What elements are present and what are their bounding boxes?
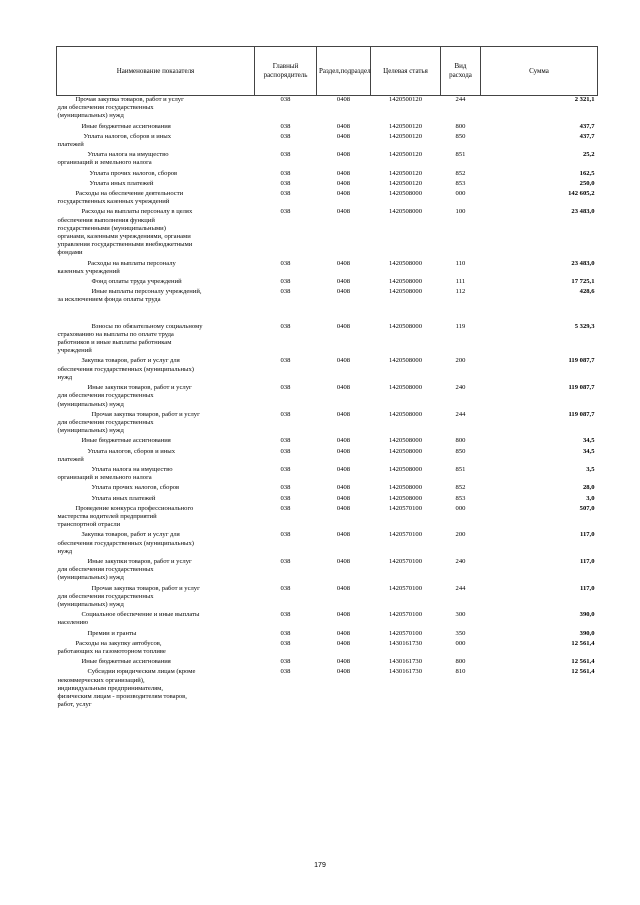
row-vid: 853 (455, 179, 466, 187)
row-statya: 1420508000 (389, 465, 422, 473)
row-glavny: 038 (280, 357, 291, 365)
row-razdel: 0408 (336, 658, 351, 666)
row-name: Расходы на обеспечение деятельности государственных казенных учреждений (57, 190, 184, 206)
row-name: Иные бюджетные ассигнования (81, 437, 171, 445)
table-row (57, 123, 598, 133)
row-razdel: 0408 (336, 584, 351, 592)
row-sum: 3,0 (586, 494, 595, 502)
row-statya: 1420508000 (389, 410, 422, 418)
row-vid: 000 (455, 190, 466, 198)
row-glavny: 038 (280, 557, 291, 565)
header-vid: Вид расхода (441, 47, 481, 96)
row-razdel: 0408 (336, 208, 351, 216)
row-glavny: 038 (280, 278, 291, 286)
row-sum: 119 087,7 (568, 357, 595, 365)
row-vid: 110 (455, 259, 466, 267)
table-row (57, 466, 598, 484)
table-row (57, 531, 598, 558)
table-row (57, 668, 598, 711)
row-razdel: 0408 (336, 410, 351, 418)
row-sum: 28,0 (582, 484, 595, 492)
table-row (57, 96, 598, 123)
row-razdel: 0408 (336, 668, 351, 676)
row-statya: 1420508000 (389, 384, 422, 392)
row-vid: 800 (455, 658, 466, 666)
budget-table (56, 46, 598, 711)
table-row (57, 278, 598, 288)
table-row (57, 640, 598, 658)
row-razdel: 0408 (336, 384, 351, 392)
row-sum: 119 087,7 (568, 384, 595, 392)
row-vid: 200 (455, 531, 466, 539)
table-header-row (57, 47, 598, 96)
row-sum: 34,5 (582, 437, 595, 445)
row-name: Проведение конкурса профессионального мастерства водителей предприятий транспортной отрасли (57, 504, 194, 529)
row-name: Иные бюджетные ассигнования (81, 658, 171, 666)
table-row (57, 437, 598, 447)
row-razdel: 0408 (336, 259, 351, 267)
row-statya: 1420500120 (389, 122, 422, 130)
row-razdel: 0408 (336, 557, 351, 565)
table-row (57, 611, 598, 629)
row-glavny: 038 (280, 531, 291, 539)
row-sum: 3,5 (586, 465, 595, 473)
row-sum: 437,7 (579, 132, 595, 140)
row-name: Субсидии юридическим лицам (кроме некоммерческих организаций), индивидуальным предпринимателям, физическим лицам - производителям товаров, работ, услуг (57, 668, 196, 709)
row-name: Прочая закупка товаров, работ и услуг для обеспечения государственных (муниципальных) нужд (57, 584, 200, 608)
row-sum: 12 561,4 (571, 668, 595, 676)
row-sum: 428,6 (579, 288, 595, 296)
row-glavny: 038 (280, 96, 291, 103)
row-sum: 34,5 (582, 447, 595, 455)
row-statya: 1430161730 (389, 639, 422, 647)
table-row (57, 484, 598, 494)
row-vid: 852 (455, 484, 466, 492)
row-statya: 1420508000 (389, 437, 422, 445)
row-name: Уплата налога на имущество организаций и земельного налога (57, 151, 169, 167)
row-sum: 2 321,1 (574, 96, 595, 103)
row-name: Расходы на выплаты персоналу казенных учреждений (57, 259, 176, 275)
row-sum: 390,0 (579, 629, 595, 637)
row-sum: 23 483,0 (571, 259, 595, 267)
row-vid: 000 (455, 504, 466, 512)
row-statya: 1420500120 (389, 179, 422, 187)
row-sum: 507,0 (579, 504, 595, 512)
row-name: Иные закупки товаров, работ и услуг для обеспечения государственных (муниципальных) нужд (57, 384, 192, 408)
row-statya: 1420508000 (389, 447, 422, 455)
row-glavny: 038 (280, 132, 291, 140)
row-glavny: 038 (280, 151, 291, 159)
row-vid: 000 (455, 639, 466, 647)
row-statya: 1420508000 (389, 259, 422, 267)
row-name: Иные выплаты персоналу учреждений, за исключением фонда оплаты труда (57, 288, 202, 304)
row-glavny: 038 (280, 384, 291, 392)
row-statya: 1420500120 (389, 151, 422, 159)
row-statya: 1420508000 (389, 357, 422, 365)
row-glavny: 038 (280, 447, 291, 455)
row-vid: 119 (455, 322, 466, 330)
row-glavny: 038 (280, 169, 291, 177)
row-vid: 850 (455, 447, 466, 455)
row-sum: 5 329,3 (574, 322, 595, 330)
row-glavny: 038 (280, 259, 291, 267)
row-sum: 162,5 (579, 169, 595, 177)
row-name: Уплата налогов, сборов и иных платежей (57, 447, 176, 463)
row-name: Уплата иных платежей (91, 494, 156, 502)
row-glavny: 038 (280, 208, 291, 216)
row-vid: 111 (455, 278, 466, 286)
header-name: Наименование показателя (57, 47, 255, 96)
row-glavny: 038 (280, 658, 291, 666)
row-vid: 244 (455, 584, 466, 592)
table-row (57, 190, 598, 208)
row-statya: 1420570100 (389, 584, 422, 592)
row-razdel: 0408 (336, 447, 351, 455)
row-sum: 119 087,7 (568, 410, 595, 418)
row-statya: 1420570100 (389, 531, 422, 539)
row-glavny: 038 (280, 484, 291, 492)
row-glavny: 038 (280, 410, 291, 418)
table-row (57, 133, 598, 151)
row-vid: 240 (455, 557, 466, 565)
row-name: Премии и гранты (87, 629, 137, 637)
table-row (57, 323, 598, 358)
row-statya: 1420508000 (389, 484, 422, 492)
header-razdel: Раздел,подраздел (317, 47, 371, 96)
row-statya: 1420508000 (389, 278, 422, 286)
row-razdel: 0408 (336, 190, 351, 198)
row-vid: 350 (455, 629, 466, 637)
row-statya: 1420508000 (389, 322, 422, 330)
row-vid: 244 (455, 96, 466, 103)
row-razdel: 0408 (336, 357, 351, 365)
row-razdel: 0408 (336, 465, 351, 473)
row-name: Уплата налога на имущество организаций и земельного налога (57, 465, 173, 482)
row-sum: 117,0 (580, 584, 595, 592)
row-razdel: 0408 (336, 504, 351, 512)
row-name: Уплата налогов, сборов и иных платежей (57, 132, 172, 149)
row-vid: 800 (455, 122, 466, 130)
row-glavny: 038 (280, 322, 291, 330)
table-row (57, 151, 598, 169)
row-name: Расходы на выплаты персоналу в целях обеспечения выполнения функций государственными (муниципальными) органами, казенными учреждениями, органами управления государственными внебюджетными фондами (57, 208, 193, 257)
table-row (57, 585, 598, 612)
row-vid: 850 (455, 132, 466, 140)
header-glavny: Главный распорядитель (255, 47, 317, 96)
table-row (57, 208, 598, 259)
row-name: Фонд оплаты труда учреждений (91, 278, 182, 286)
row-sum: 23 483,0 (571, 208, 595, 216)
row-sum: 142 605,2 (568, 190, 595, 198)
row-razdel: 0408 (336, 132, 351, 140)
row-glavny: 038 (280, 584, 291, 592)
row-glavny: 038 (280, 437, 291, 445)
row-vid: 244 (455, 410, 466, 418)
table-row (57, 495, 598, 505)
row-razdel: 0408 (336, 531, 351, 539)
row-sum: 117,0 (580, 557, 595, 565)
row-razdel: 0408 (336, 288, 351, 296)
table-body (57, 96, 598, 712)
row-glavny: 038 (280, 611, 291, 619)
row-name: Закупка товаров, работ и услуг для обеспечения государственных (муниципальных) нужд (57, 357, 194, 381)
table-row (57, 658, 598, 668)
row-glavny: 038 (280, 668, 291, 676)
row-sum: 437,7 (579, 122, 595, 130)
row-statya: 1420570100 (389, 629, 422, 637)
row-name: Прочая закупка товаров, работ и услуг для обеспечения государственных (муниципальных) нужд (57, 410, 200, 435)
table-row (57, 288, 598, 322)
row-name: Иные бюджетные ассигнования (81, 122, 171, 130)
row-statya: 1420500120 (389, 132, 422, 140)
table-row (57, 630, 598, 640)
table-row (57, 448, 598, 466)
row-vid: 853 (455, 494, 466, 502)
row-razdel: 0408 (336, 629, 351, 637)
row-vid: 240 (455, 384, 466, 392)
row-glavny: 038 (280, 504, 291, 512)
table-row (57, 558, 598, 585)
row-vid: 851 (455, 465, 466, 473)
row-razdel: 0408 (336, 169, 351, 177)
row-name: Социальное обеспечение и иные выплаты населению (57, 611, 200, 627)
row-name: Уплата прочих налогов, сборов (89, 169, 178, 177)
row-vid: 852 (455, 169, 466, 177)
row-name: Закупка товаров, работ и услуг для обеспечения государственных (муниципальных) нужд (57, 531, 194, 555)
row-sum: 17 725,1 (571, 278, 595, 286)
row-razdel: 0408 (336, 278, 351, 286)
row-name: Иные закупки товаров, работ и услуг для обеспечения государственных (муниципальных) нужд (57, 557, 192, 582)
row-razdel: 0408 (336, 122, 351, 130)
row-razdel: 0408 (336, 322, 351, 330)
row-glavny: 038 (280, 288, 291, 296)
row-sum: 117,0 (580, 531, 595, 539)
row-razdel: 0408 (336, 96, 351, 103)
row-glavny: 038 (280, 190, 291, 198)
row-name: Уплата иных платежей (89, 179, 154, 187)
row-statya: 1420570100 (389, 504, 422, 512)
row-statya: 1420500120 (389, 169, 422, 177)
table-row (57, 260, 598, 278)
row-statya: 1420508000 (389, 288, 422, 296)
row-razdel: 0408 (336, 494, 351, 502)
row-sum: 25,2 (582, 151, 595, 159)
row-name: Прочая закупка товаров, работ и услуг для обеспечения государственных (муниципальных) нужд (57, 96, 184, 120)
table-row (57, 357, 598, 384)
row-razdel: 0408 (336, 179, 351, 187)
row-vid: 810 (455, 668, 466, 676)
row-glavny: 038 (280, 639, 291, 647)
row-sum: 390,0 (579, 611, 595, 619)
budget-table-page (56, 46, 597, 711)
row-vid: 100 (455, 208, 466, 216)
row-sum: 250,0 (579, 179, 595, 187)
header-summa: Сумма (481, 47, 598, 96)
row-razdel: 0408 (336, 437, 351, 445)
row-statya: 1420508000 (389, 190, 422, 198)
row-razdel: 0408 (336, 151, 351, 159)
row-name: Уплата прочих налогов, сборов (91, 484, 180, 492)
table-row (57, 170, 598, 180)
row-statya: 1430161730 (389, 658, 422, 666)
row-glavny: 038 (280, 494, 291, 502)
row-statya: 1430161730 (389, 668, 422, 676)
row-glavny: 038 (280, 179, 291, 187)
table-row (57, 411, 598, 438)
row-vid: 112 (455, 288, 466, 296)
table-row (57, 180, 598, 190)
row-statya: 1420570100 (389, 557, 422, 565)
row-vid: 200 (455, 357, 466, 365)
row-razdel: 0408 (336, 639, 351, 647)
row-sum: 12 561,4 (571, 658, 595, 666)
row-glavny: 038 (280, 122, 291, 130)
row-statya: 1420508000 (389, 494, 422, 502)
row-statya: 1420500120 (389, 96, 422, 103)
row-vid: 800 (455, 437, 466, 445)
row-vid: 300 (455, 611, 466, 619)
row-razdel: 0408 (336, 484, 351, 492)
row-name: Расходы на закупку автобусов, работающих на газомоторном топливе (57, 639, 166, 655)
row-sum: 12 561,4 (571, 639, 595, 647)
row-vid: 851 (455, 151, 466, 159)
header-statya: Целевая статья (371, 47, 441, 96)
row-statya: 1420570100 (389, 611, 422, 619)
row-statya: 1420508000 (389, 208, 422, 216)
page-number: 179 (314, 862, 326, 869)
row-glavny: 038 (280, 629, 291, 637)
row-razdel: 0408 (336, 611, 351, 619)
table-row (57, 384, 598, 411)
row-name: Взносы по обязательному социальному страхованию на выплаты по оплате труда работников и иные выплаты работникам учреждений (57, 322, 203, 355)
row-glavny: 038 (280, 465, 291, 473)
table-row (57, 505, 598, 532)
